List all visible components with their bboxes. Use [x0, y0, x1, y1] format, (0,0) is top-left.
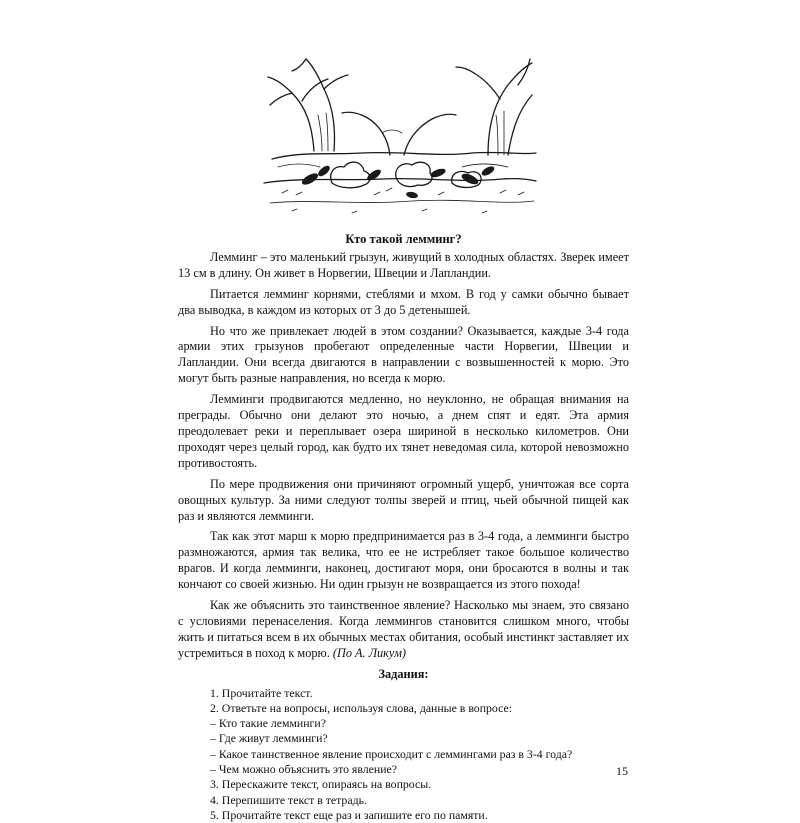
task-item: – Где живут лемминги?	[210, 731, 328, 746]
task-item: 1. Прочитайте текст.	[210, 685, 313, 700]
paragraph-1: Лемминг – это маленький грызун, живущий в холодных областях. Зверек имеет 13 см в длину. Он живет в Норвегии, Швеции и Лапландии.	[178, 249, 629, 280]
paragraph-7	[178, 598, 629, 662]
tasks-list	[178, 686, 629, 823]
paragraph-2: Питается лемминг корнями, стеблями и мхом. В год у самки обычно бывает два выводка, в каждом из которых от 3 до 5 детенышей.	[178, 286, 629, 317]
paragraph-5: По мере продвижения они причиняют огромный ущерб, уничтожая все сорта овощных культур. За ними следуют толпы зверей и птиц, чьей обычной пищей как раз и являются лемминги.	[178, 476, 629, 523]
page-number: 15	[616, 764, 628, 778]
task-item: 5. Прочитайте текст еще раз и запишите его по памяти.	[210, 807, 488, 822]
task-item: 4. Перепишите текст в тетрадь.	[210, 792, 367, 807]
lemmings-forest-illustration-icon	[262, 55, 538, 221]
task-item: 2. Ответьте на вопросы, используя слова, данные в вопросе:	[210, 700, 513, 715]
paragraph-7-text: Как же объяснить это таинственное явление? Насколько мы знаем, это связано с условиями перенаселения. Когда леммингов становится слишком много, чтобы жить и питаться всем в их обычных местах обитания, особый инстинкт заставляет их устремиться в поход к морю.	[178, 598, 629, 660]
task-item: – Какое таинственное явление происходит с леммингами раз в 3-4 года?	[210, 746, 573, 761]
tasks-title: Задания:	[378, 666, 429, 681]
article	[178, 232, 629, 823]
task-item: – Кто такие лемминги?	[210, 716, 326, 731]
author-credit: (По А. Ликум)	[332, 645, 407, 660]
paragraph-4: Лемминги продвигаются медленно, но неуклонно, не обращая внимания на преграды. Обычно они делают это ночью, а днем спят и едят. Эта армия преодолевает реки и переплывает озера шириной в несколько километров. Они проходят через целый город, как будто их тянет неведомая сила, которой невозможно противостоять.	[178, 392, 629, 470]
paragraph-3: Но что же привлекает людей в этом создании? Оказывается, каждые 3-4 года армии этих грызунов пробегают определенные части Норвегии, Швеции и Лапландии. Они всегда двигаются в направлении с возвышенностей к морю. Это могут быть разные направления, но всегда к морю.	[178, 323, 629, 386]
paragraph-6: Так как этот марш к морю предпринимается раз в 3-4 года, а лемминги быстро размножаются, армия так велика, что ее не истребляет такое большое количество врагов. И когда лемминги, наконец, достигают моря, они бросаются в волны и так кончают со своей жизнью. Ни один грызун не возвращается из этого похода!	[178, 529, 629, 592]
article-title: Кто такой лемминг?	[345, 232, 462, 246]
task-item: – Чем можно объяснить это явление?	[210, 762, 397, 777]
task-item: 3. Перескажите текст, опираясь на вопросы.	[210, 777, 432, 792]
